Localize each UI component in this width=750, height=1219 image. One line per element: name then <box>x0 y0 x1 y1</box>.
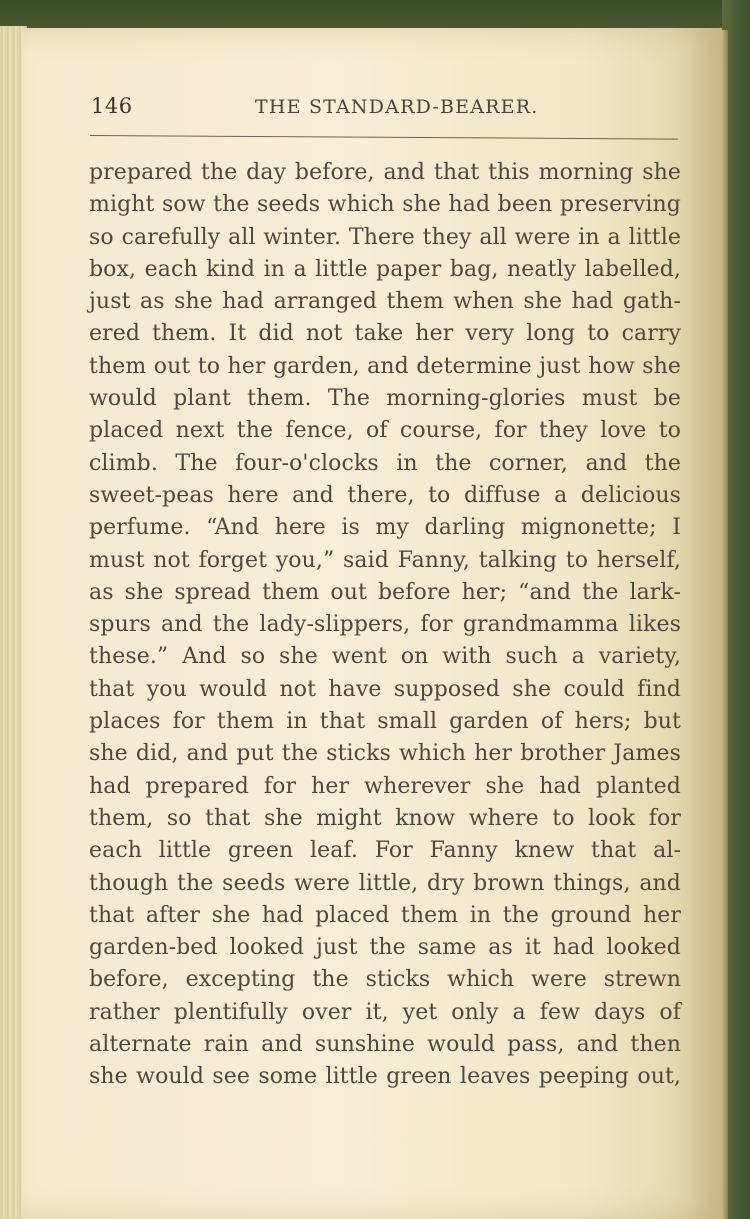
text-line: ered them. It did not take her very long to carry <box>89 321 681 347</box>
text-line: rather plentifully over it, yet only a few days of <box>89 999 681 1025</box>
text-line: them out to her garden, and determine just how she <box>89 353 681 379</box>
text-line: placed next the fence, of course, for they love to <box>89 418 681 444</box>
text-line: would plant them. The morning-glories must be <box>89 386 681 412</box>
text-line: spurs and the lady-slippers, for grandmamma likes <box>89 612 681 638</box>
text-line: garden-bed looked just the same as it had looked <box>89 935 681 961</box>
page-gutter <box>722 30 728 1219</box>
text-line: as she spread them out before her; “and the lark- <box>89 579 681 605</box>
text-line: places for them in that small garden of hers; but <box>89 709 681 735</box>
text-line: though the seeds were little, dry brown things, and <box>89 870 681 896</box>
text-line: just as she had arranged them when she had gath- <box>89 289 681 315</box>
text-line: them, so that she might know where to look for <box>89 805 681 831</box>
page-header <box>91 94 691 124</box>
text-line: sweet-peas here and there, to diffuse a delicious <box>89 482 681 508</box>
text-line: climb. The four-o'clocks in the corner, and the <box>89 450 681 476</box>
text-line: she did, and put the sticks which her brother James <box>89 741 681 767</box>
text-line: alternate rain and sunshine would pass, and then <box>89 1032 681 1058</box>
text-line: box, each kind in a little paper bag, neatly labelled, <box>89 256 681 282</box>
text-line: she would see some little green leaves peeping out, <box>89 1064 681 1090</box>
text-line: perfume. “And here is my darling mignonette; I <box>89 515 681 541</box>
page-number: 146 <box>91 94 133 118</box>
text-line: each little green leaf. For Fanny knew that al- <box>89 838 681 864</box>
text-line: must not forget you,” said Fanny, talking to herself, <box>89 547 681 573</box>
body-text <box>89 157 681 1094</box>
text-line: might sow the seeds which she had been preserving <box>89 192 681 218</box>
running-head: THE STANDARD-BEARER. <box>255 96 539 118</box>
text-line: prepared the day before, and that this morning she <box>89 160 681 185</box>
text-line: before, excepting the sticks which were strewn <box>89 967 681 993</box>
text-line: so carefully all winter. There they all were in a little <box>89 224 681 250</box>
text-line: had prepared for her wherever she had planted <box>89 773 681 799</box>
text-line: that you would not have supposed she could find <box>89 676 681 702</box>
text-line: that after she had placed them in the ground her <box>89 902 681 928</box>
text-line: these.” And so she went on with such a variety, <box>89 644 681 670</box>
